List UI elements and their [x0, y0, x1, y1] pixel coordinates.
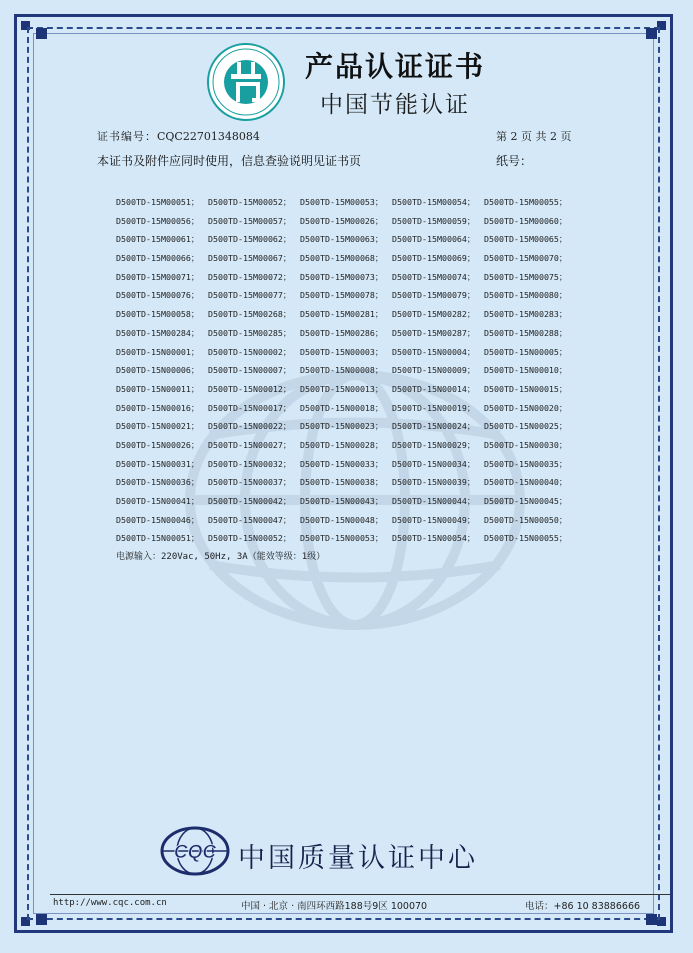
footer-phone: 电话：+86 10 83886666	[525, 901, 641, 912]
model-number: D500TD-15N00018；	[300, 402, 384, 413]
model-number: D500TD-15M00078；	[300, 290, 384, 301]
cqc-logo	[160, 826, 230, 876]
footer-divider	[50, 894, 670, 895]
power-input: 电源输入：220Vac, 50Hz, 3A（能效等级：1级）	[116, 552, 326, 562]
model-number: D500TD-15N00017；	[208, 402, 292, 413]
model-number: D500TD-15M00055；	[484, 197, 568, 207]
model-number: D500TD-15M00282；	[392, 309, 476, 320]
model-row	[116, 324, 586, 343]
model-number: D500TD-15N00021；	[116, 421, 200, 432]
model-number: D500TD-15M00051；	[116, 197, 200, 207]
energy-certification-seal	[206, 42, 286, 122]
model-number: D500TD-15N00043；	[300, 496, 384, 506]
model-row	[116, 305, 586, 324]
model-number: D500TD-15N00041；	[116, 496, 200, 506]
model-number: D500TD-15N00008；	[300, 365, 384, 376]
model-number: D500TD-15N00001；	[116, 346, 200, 357]
model-number: D500TD-15N00033；	[300, 458, 384, 469]
model-number: D500TD-15N00039；	[392, 477, 476, 488]
model-number: D500TD-15M00054；	[392, 197, 476, 207]
model-number: D500TD-15N00029；	[392, 439, 476, 450]
model-row	[116, 436, 586, 455]
model-number: D500TD-15N00010；	[484, 365, 568, 376]
model-number: D500TD-15N00014；	[392, 383, 476, 394]
model-number: D500TD-15N00023；	[300, 421, 384, 432]
certificate-number-value: CQC22701348084	[157, 130, 260, 143]
model-number: D500TD-15N00025；	[484, 421, 568, 432]
model-number: D500TD-15N00032；	[208, 458, 292, 469]
model-number: D500TD-15M00069；	[392, 253, 476, 264]
model-number: D500TD-15N00049；	[392, 514, 476, 525]
model-number: D500TD-15N00013；	[300, 383, 384, 394]
certificate-number-label: 证书编号：	[97, 130, 157, 143]
model-row	[116, 230, 586, 249]
model-row	[116, 193, 586, 212]
model-number: D500TD-15N00035；	[484, 458, 568, 469]
model-number: D500TD-15M00059；	[392, 215, 476, 226]
model-row	[116, 399, 586, 418]
model-number: D500TD-15M00285；	[208, 327, 292, 338]
model-number: D500TD-15M00080；	[484, 290, 568, 301]
model-number: D500TD-15N00044；	[392, 496, 476, 506]
model-number: D500TD-15N00031；	[116, 458, 200, 469]
model-number: D500TD-15N00038；	[300, 477, 384, 488]
model-number: D500TD-15N00003；	[300, 346, 384, 357]
model-number: D500TD-15N00007；	[208, 365, 292, 376]
model-list	[116, 193, 586, 548]
model-number: D500TD-15M00286；	[300, 327, 384, 338]
model-number: D500TD-15N00016；	[116, 402, 200, 413]
model-number: D500TD-15N00051；	[116, 533, 200, 544]
model-number: D500TD-15M00058；	[116, 309, 200, 320]
model-number: D500TD-15N00037；	[208, 477, 292, 488]
model-number: D500TD-15M00061；	[116, 234, 200, 245]
model-number: D500TD-15N00045；	[484, 496, 568, 506]
model-number: D500TD-15M00062；	[208, 234, 292, 245]
model-number: D500TD-15N00019；	[392, 402, 476, 413]
model-number: D500TD-15N00022；	[208, 421, 292, 432]
model-number: D500TD-15N00015；	[484, 383, 568, 394]
model-number: D500TD-15M00063；	[300, 234, 384, 245]
model-number: D500TD-15M00066；	[116, 253, 200, 264]
usage-notice: 本证书及附件应同时使用，信息查验说明见证书页	[97, 154, 362, 168]
model-number: D500TD-15N00028；	[300, 439, 384, 450]
inner-corner-ornament	[36, 28, 47, 39]
model-number: D500TD-15N00027；	[208, 439, 292, 450]
model-number: D500TD-15M00283；	[484, 309, 568, 320]
model-number: D500TD-15N00036；	[116, 477, 200, 488]
model-number: D500TD-15M00053；	[300, 197, 384, 207]
model-number: D500TD-15M00064；	[392, 234, 476, 245]
model-number: D500TD-15M00076；	[116, 290, 200, 301]
model-number: D500TD-15M00075；	[484, 271, 568, 282]
inner-corner-ornament	[646, 28, 657, 39]
model-number: D500TD-15M00287；	[392, 327, 476, 338]
model-number: D500TD-15M00268；	[208, 309, 292, 320]
model-number: D500TD-15M00284；	[116, 327, 200, 338]
model-row	[116, 361, 586, 380]
model-number: D500TD-15M00077；	[208, 290, 292, 301]
model-number: D500TD-15N00030；	[484, 439, 568, 450]
certificate-number	[97, 128, 260, 144]
model-number: D500TD-15M00068；	[300, 253, 384, 264]
model-number: D500TD-15N00020；	[484, 402, 568, 413]
model-row	[116, 417, 586, 436]
model-number: D500TD-15N00011；	[116, 383, 200, 394]
model-number: D500TD-15M00057；	[208, 215, 292, 226]
model-number: D500TD-15N00009；	[392, 365, 476, 376]
model-row	[116, 286, 586, 305]
model-row	[116, 249, 586, 268]
paper-number-label: 纸号：	[496, 154, 533, 168]
model-number: D500TD-15M00056；	[116, 215, 200, 226]
model-number: D500TD-15M00070；	[484, 253, 568, 264]
footer-address: 中国 · 北京 · 南四环西路188号9区 100070	[241, 901, 428, 912]
model-number: D500TD-15M00052；	[208, 197, 292, 207]
model-number: D500TD-15N00042；	[208, 496, 292, 506]
model-number: D500TD-15M00074；	[392, 271, 476, 282]
inner-corner-ornament	[36, 914, 47, 925]
model-number: D500TD-15N00024；	[392, 421, 476, 432]
model-number: D500TD-15N00055；	[484, 533, 568, 544]
model-number: D500TD-15M00288；	[484, 327, 568, 338]
model-number: D500TD-15N00004；	[392, 346, 476, 357]
model-row	[116, 529, 586, 548]
model-number: D500TD-15M00079；	[392, 290, 476, 301]
model-row	[116, 212, 586, 231]
model-row	[116, 473, 586, 492]
model-number: D500TD-15N00026；	[116, 439, 200, 450]
model-number: D500TD-15N00054；	[392, 533, 476, 544]
inner-corner-ornament	[646, 914, 657, 925]
issuer-name: 中国质量认证中心	[238, 843, 478, 874]
model-number: D500TD-15N00034；	[392, 458, 476, 469]
model-number: D500TD-15M00071；	[116, 271, 200, 282]
model-number: D500TD-15N00048；	[300, 514, 384, 525]
model-number: D500TD-15M00065；	[484, 234, 568, 245]
model-number: D500TD-15M00060；	[484, 215, 568, 226]
model-number: D500TD-15N00005；	[484, 346, 568, 357]
model-row	[116, 268, 586, 287]
model-number: D500TD-15N00006；	[116, 365, 200, 376]
model-number: D500TD-15M00281；	[300, 309, 384, 320]
model-number: D500TD-15N00050；	[484, 514, 568, 525]
model-number: D500TD-15N00053；	[300, 533, 384, 544]
certificate-title: 产品认证证书	[304, 50, 485, 83]
model-number: D500TD-15N00052；	[208, 533, 292, 544]
model-row	[116, 455, 586, 474]
model-number: D500TD-15N00040；	[484, 477, 568, 488]
model-number: D500TD-15M00067；	[208, 253, 292, 264]
model-number: D500TD-15N00047；	[208, 514, 292, 525]
model-number: D500TD-15M00072；	[208, 271, 292, 282]
model-row	[116, 492, 586, 511]
page-info: 第 2 页 共 2 页	[496, 130, 572, 143]
model-row	[116, 343, 586, 362]
cqc-logo-text: CQC	[173, 842, 217, 863]
certificate-subtitle: 中国节能认证	[320, 92, 470, 118]
model-number: D500TD-15N00046；	[116, 514, 200, 525]
footer-website: http://www.cqc.com.cn	[53, 898, 167, 908]
model-number: D500TD-15N00002；	[208, 346, 292, 357]
model-row	[116, 380, 586, 399]
model-row	[116, 511, 586, 530]
model-number: D500TD-15N00012；	[208, 383, 292, 394]
model-number: D500TD-15M00026；	[300, 215, 384, 226]
model-number: D500TD-15M00073；	[300, 271, 384, 282]
